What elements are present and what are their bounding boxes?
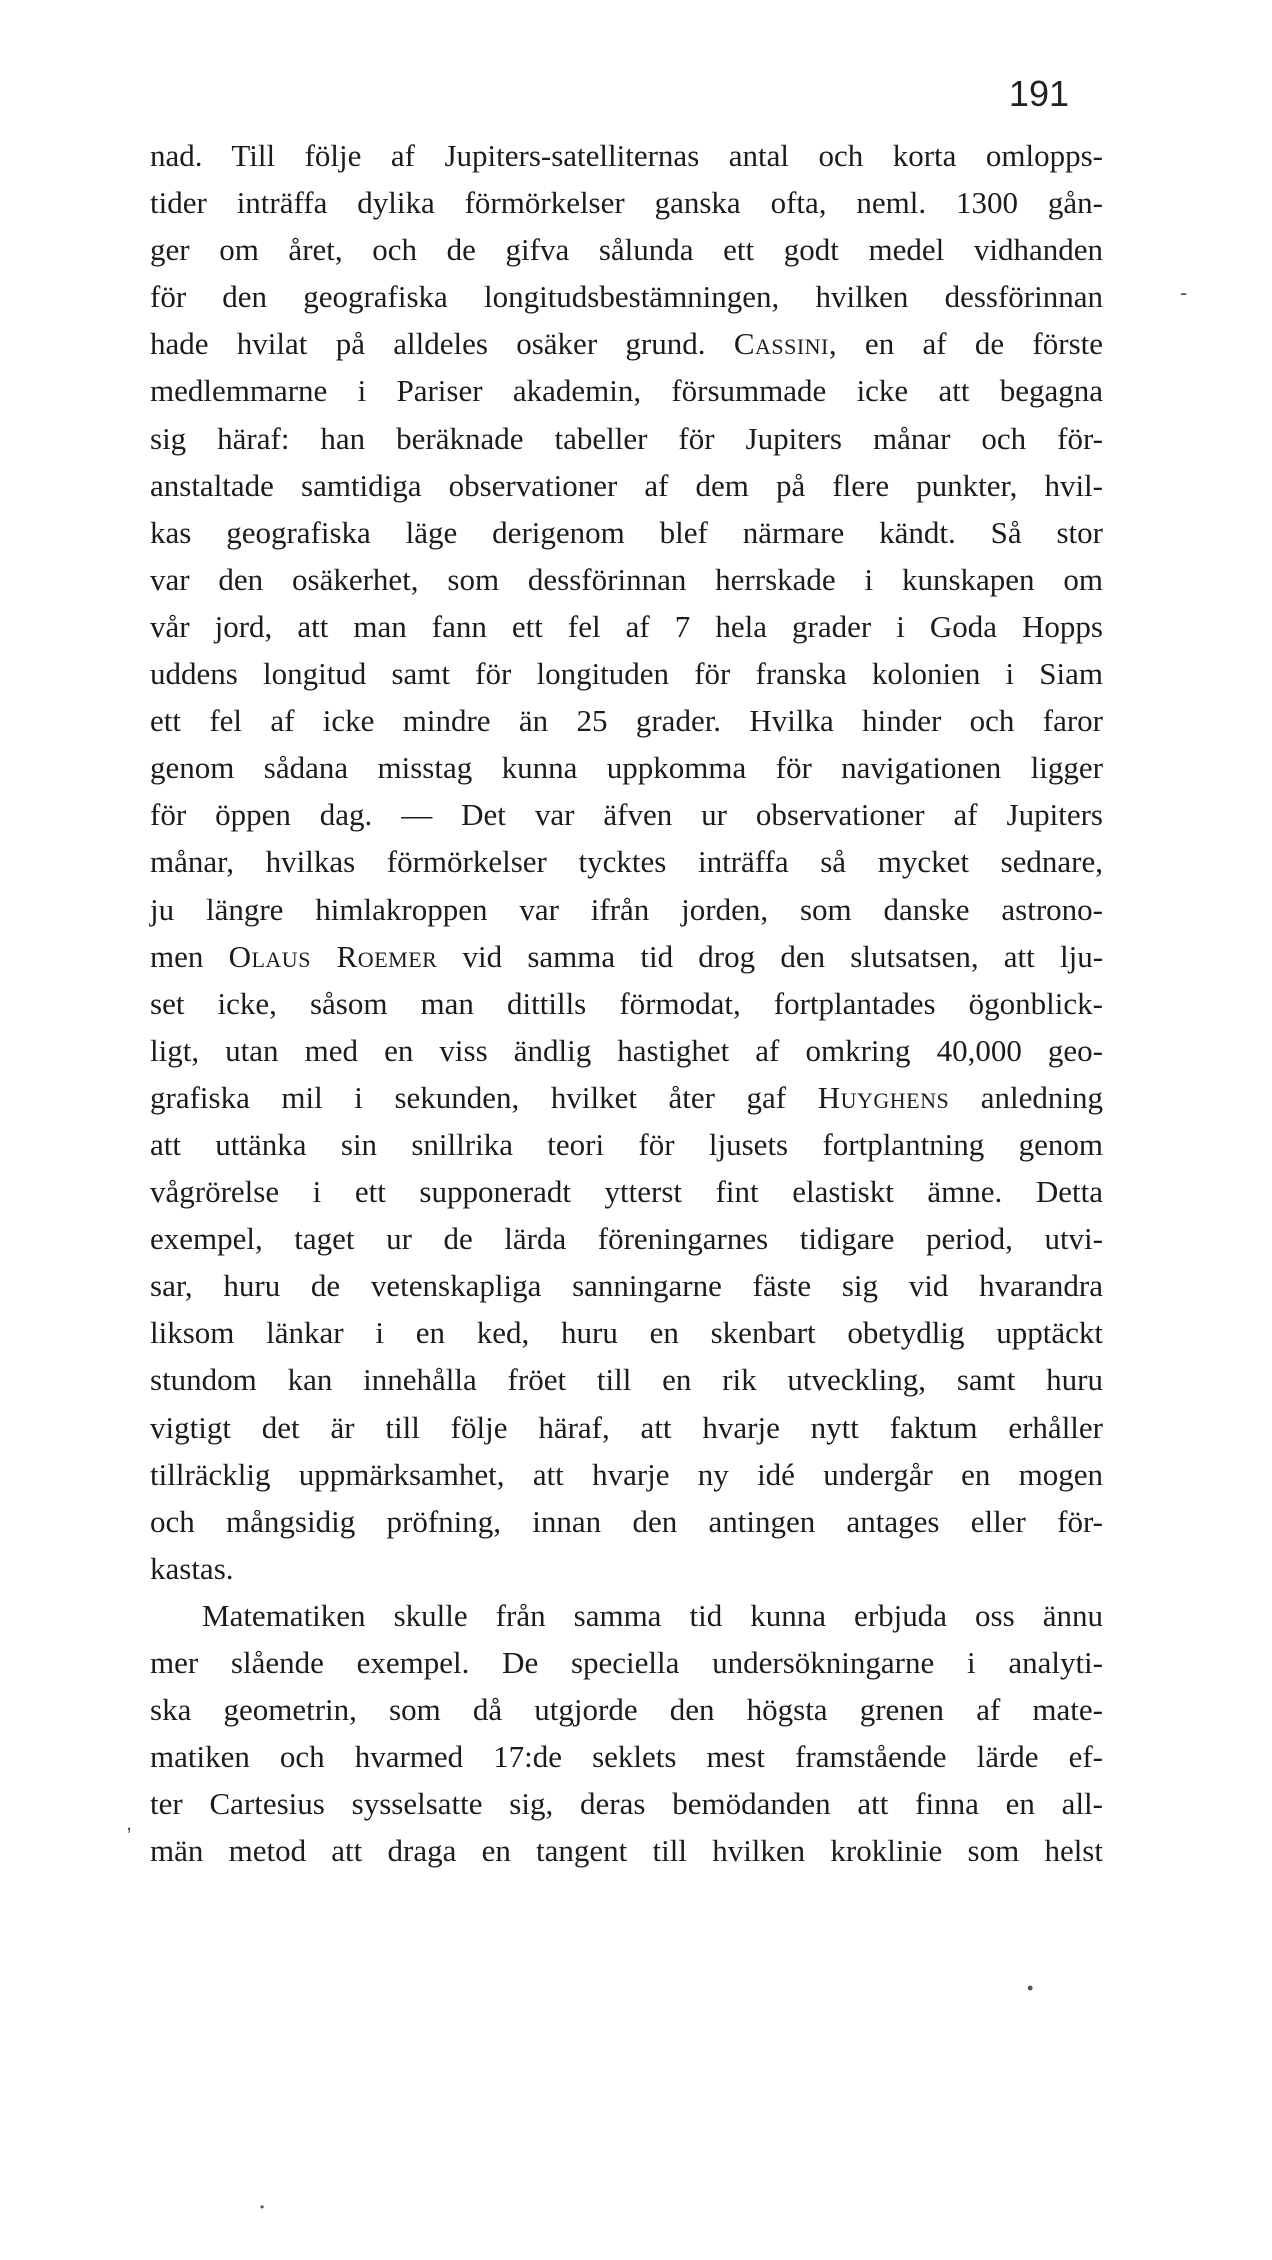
text-line: genom sådana misstag kunna uppkomma för navigationen ligger [150,750,1103,786]
text-line: ska geometrin, som då utgjorde den högsta grenen af mate- [150,1692,1103,1728]
text-line: ter Cartesius sysselsatte sig, deras bemödanden att finna en all- [150,1786,1103,1822]
margin-dash-mark: - [1180,280,1188,305]
text-line: tillräcklig uppmärksamhet, att hvarje ny idé undergår en mogen [150,1456,1103,1492]
page-number: 191 [1008,73,1069,114]
text-line: att uttänka sin snillrika teori för ljusets fortplantning genom [150,1126,1103,1162]
text-line: kas geografiska läge derigenom blef närmare kändt. Så stor [150,514,1103,550]
person-name-huyghens: Huyghens [817,1079,950,1115]
text-segment: , en af de förste [828,326,1103,362]
text-line: exempel, taget ur de lärda föreningarnes tidigare period, utvi- [150,1221,1103,1257]
text-line: liksom länkar i en ked, huru en skenbart obetydlig upptäckt [150,1315,1103,1351]
text-line: ett fel af icke mindre än 25 grader. Hvilka hinder och faror [150,703,1103,739]
text-segment: grafiska mil i sekunden, hvilket åter gaf [150,1079,787,1115]
text-line: för öppen dag. — Det var äfven ur observationer af Jupiters [150,797,1103,833]
text-line: män metod att draga en tangent till hvilken kroklinie som helst [150,1833,1103,1869]
text-line: matiken och hvarmed 17:de seklets mest framstående lärde ef- [150,1739,1103,1775]
text-line: var den osäkerhet, som dessförinnan herrskade i kunskapen om [150,561,1103,597]
text-line: tider inträffa dylika förmörkelser ganska ofta, neml. 1300 gån- [150,185,1103,221]
ink-speck-mark: • [1027,1978,1034,1998]
text-line: sar, huru de vetenskapliga sanningarne fäste sig vid hvarandra [150,1268,1103,1304]
text-segment: vid samma tid drog den slutsatsen, att lju- [462,938,1104,974]
margin-comma-mark: , [126,1810,133,1835]
text-line [150,933,1103,980]
person-name-roemer: Olaus Roemer [228,938,438,974]
text-line: medlemmarne i Pariser akademin, försummade icke att begagna [150,373,1103,409]
text-line: stundom kan innehålla fröet till en rik utveckling, samt huru [150,1362,1103,1398]
body-text [150,132,1103,1874]
paragraph-2 [150,1592,1103,1875]
text-line [150,320,1103,367]
text-line: Matematiken skulle från samma tid kunna erbjuda oss ännu [202,1597,1103,1633]
text-line: kastas. [150,1550,234,1586]
text-line: set icke, såsom man dittills förmodat, fortplantades ögonblick- [150,985,1103,1021]
paragraph-1 [150,132,1103,1592]
text-line: ger om året, och de gifva sålunda ett godt medel vidhanden [150,232,1103,268]
text-line: vår jord, att man fann ett fel af 7 hela grader i Goda Hopps [150,608,1103,644]
person-name-cassini: Cassini [733,326,829,362]
text-line [150,1074,1103,1121]
text-line: månar, hvilkas förmörkelser tycktes inträffa så mycket sednare, [150,844,1103,880]
text-line: ligt, utan med en viss ändlig hastighet af omkring 40,000 geo- [150,1032,1103,1068]
text-line: vigtigt det är till följe häraf, att hvarje nytt faktum erhåller [150,1409,1103,1445]
text-segment: men [150,938,204,974]
text-line: uddens longitud samt för longituden för franska kolonien i Siam [150,656,1103,692]
text-line: sig häraf: han beräknade tabeller för Jupiters månar och för- [150,420,1103,456]
text-segment: hade hvilat på alldeles osäker grund. [150,326,706,362]
text-line: vågrörelse i ett supponeradt ytterst fint elastiskt ämne. Detta [150,1174,1103,1210]
text-segment: anledning [980,1079,1103,1115]
text-line: ju längre himlakroppen var ifrån jorden, som danske astrono- [150,891,1103,927]
text-line: anstaltade samtidiga observationer af dem på flere punkter, hvil- [150,467,1103,503]
text-line: för den geografiska longitudsbestämningen, hvilken dessförinnan [150,279,1103,315]
text-line: mer slående exempel. De speciella undersökningarne i analyti- [150,1645,1103,1680]
ink-dot-mark: • [260,2200,265,2214]
text-line: nad. Till följe af Jupiters-satelliternas antal och korta omlopps- [150,138,1103,173]
text-line: och mångsidig pröfning, innan den antingen antages eller för- [150,1503,1103,1539]
